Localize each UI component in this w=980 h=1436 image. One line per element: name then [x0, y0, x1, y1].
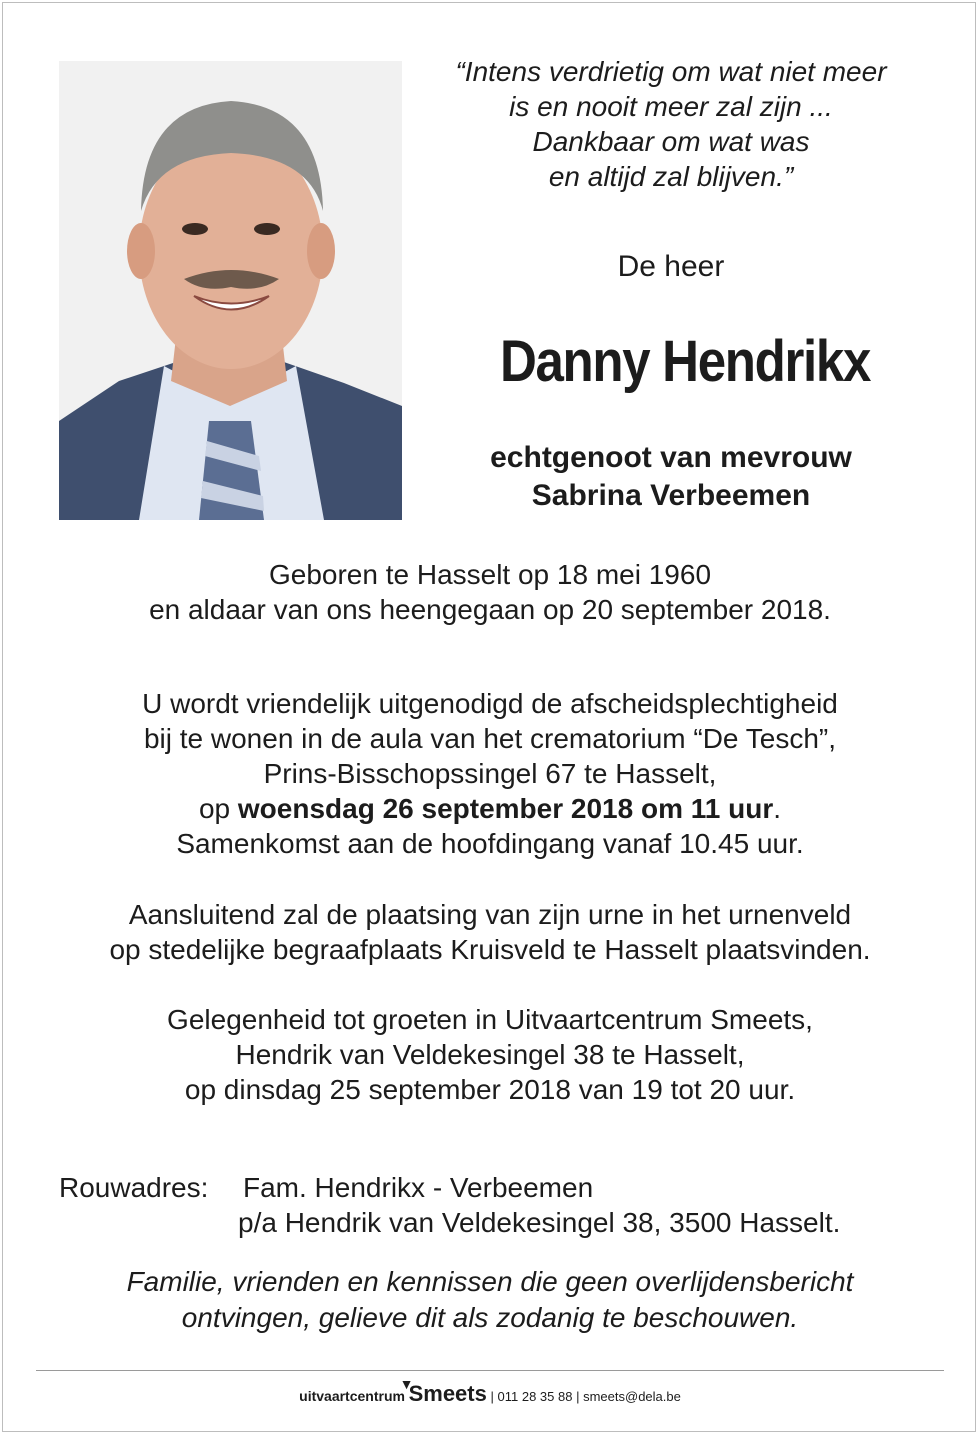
- greeting-line: Hendrik van Veldekesingel 38 te Hasselt,: [235, 1039, 745, 1070]
- quote-line: “Intens verdrietig om wat niet meer: [455, 56, 887, 87]
- deceased-name: Danny Hendrikx: [499, 329, 871, 394]
- spouse-info: [416, 439, 926, 515]
- ceremony-date: woensdag 26 september 2018 om 11 uur: [237, 793, 774, 824]
- closing-line: Familie, vrienden en kennissen die geen overlijdensbericht: [126, 1266, 854, 1297]
- closing-note: [0, 1264, 980, 1336]
- quote-line: en altijd zal blijven.”: [548, 161, 794, 192]
- mourning-address: [59, 1170, 840, 1240]
- spouse-name: Sabrina Verbeemen: [531, 479, 811, 512]
- honorific: De heer: [617, 250, 725, 283]
- mourning-address-family: Fam. Hendrikx - Verbeemen: [243, 1172, 594, 1203]
- brand-name: Smeets: [408, 1381, 487, 1406]
- triangle-icon: ▼: [399, 1376, 414, 1392]
- ceremony-line: bij te wonen in de aula van het crematorium “De Tesch”,: [143, 723, 837, 754]
- spouse-line: echtgenoot van mevrouw: [490, 441, 852, 474]
- greeting-line: op dinsdag 25 september 2018 van 19 tot 20 uur.: [184, 1074, 796, 1105]
- quote-line: is en nooit meer zal zijn ...: [509, 91, 833, 122]
- footer-divider: [36, 1370, 944, 1371]
- ceremony-line: Prins-Bisschopssingel 67 te Hasselt,: [263, 758, 717, 789]
- footer-phone: 011 28 35 88: [497, 1389, 573, 1404]
- ceremony-date-suffix: .: [773, 793, 782, 824]
- birth-death-info: [0, 557, 980, 627]
- footer: [0, 1376, 980, 1407]
- footer-separator: |: [576, 1389, 580, 1404]
- urn-line: Aansluitend zal de plaatsing van zijn urne in het urnenveld: [128, 899, 852, 930]
- ceremony-info: [0, 686, 980, 861]
- mourning-address-street: p/a Hendrik van Veldekesingel 38, 3500 Hasselt.: [238, 1207, 841, 1238]
- brand-logo: [399, 1376, 487, 1407]
- mourning-address-line: [59, 1170, 840, 1205]
- urn-info: [0, 897, 980, 967]
- ceremony-line: U wordt vriendelijk uitgenodigd de afscheidsplechtigheid: [142, 688, 838, 719]
- memorial-quote: [416, 54, 926, 194]
- ceremony-line: Samenkomst aan de hoofdingang vanaf 10.45 uur.: [176, 828, 804, 859]
- death-line: en aldaar van ons heengegaan op 20 september 2018.: [149, 594, 831, 625]
- birth-line: Geboren te Hasselt op 18 mei 1960: [268, 559, 712, 590]
- greeting-line: Gelegenheid tot groeten in Uitvaartcentrum Smeets,: [167, 1004, 813, 1035]
- closing-line: ontvingen, gelieve dit als zodanig te beschouwen.: [181, 1302, 799, 1333]
- mourning-address-label: Rouwadres:: [59, 1172, 209, 1203]
- footer-separator: |: [490, 1389, 494, 1404]
- brand-prefix: uitvaartcentrum: [299, 1388, 405, 1404]
- quote-line: Dankbaar om wat was: [532, 126, 810, 157]
- urn-line: op stedelijke begraafplaats Kruisveld te Hasselt plaatsvinden.: [109, 934, 871, 965]
- ceremony-date-prefix: op: [198, 793, 238, 824]
- footer-email[interactable]: smeets@dela.be: [583, 1389, 681, 1404]
- ceremony-date-line: [0, 791, 980, 826]
- greeting-info: [0, 1002, 980, 1107]
- portrait-photo: [59, 61, 402, 520]
